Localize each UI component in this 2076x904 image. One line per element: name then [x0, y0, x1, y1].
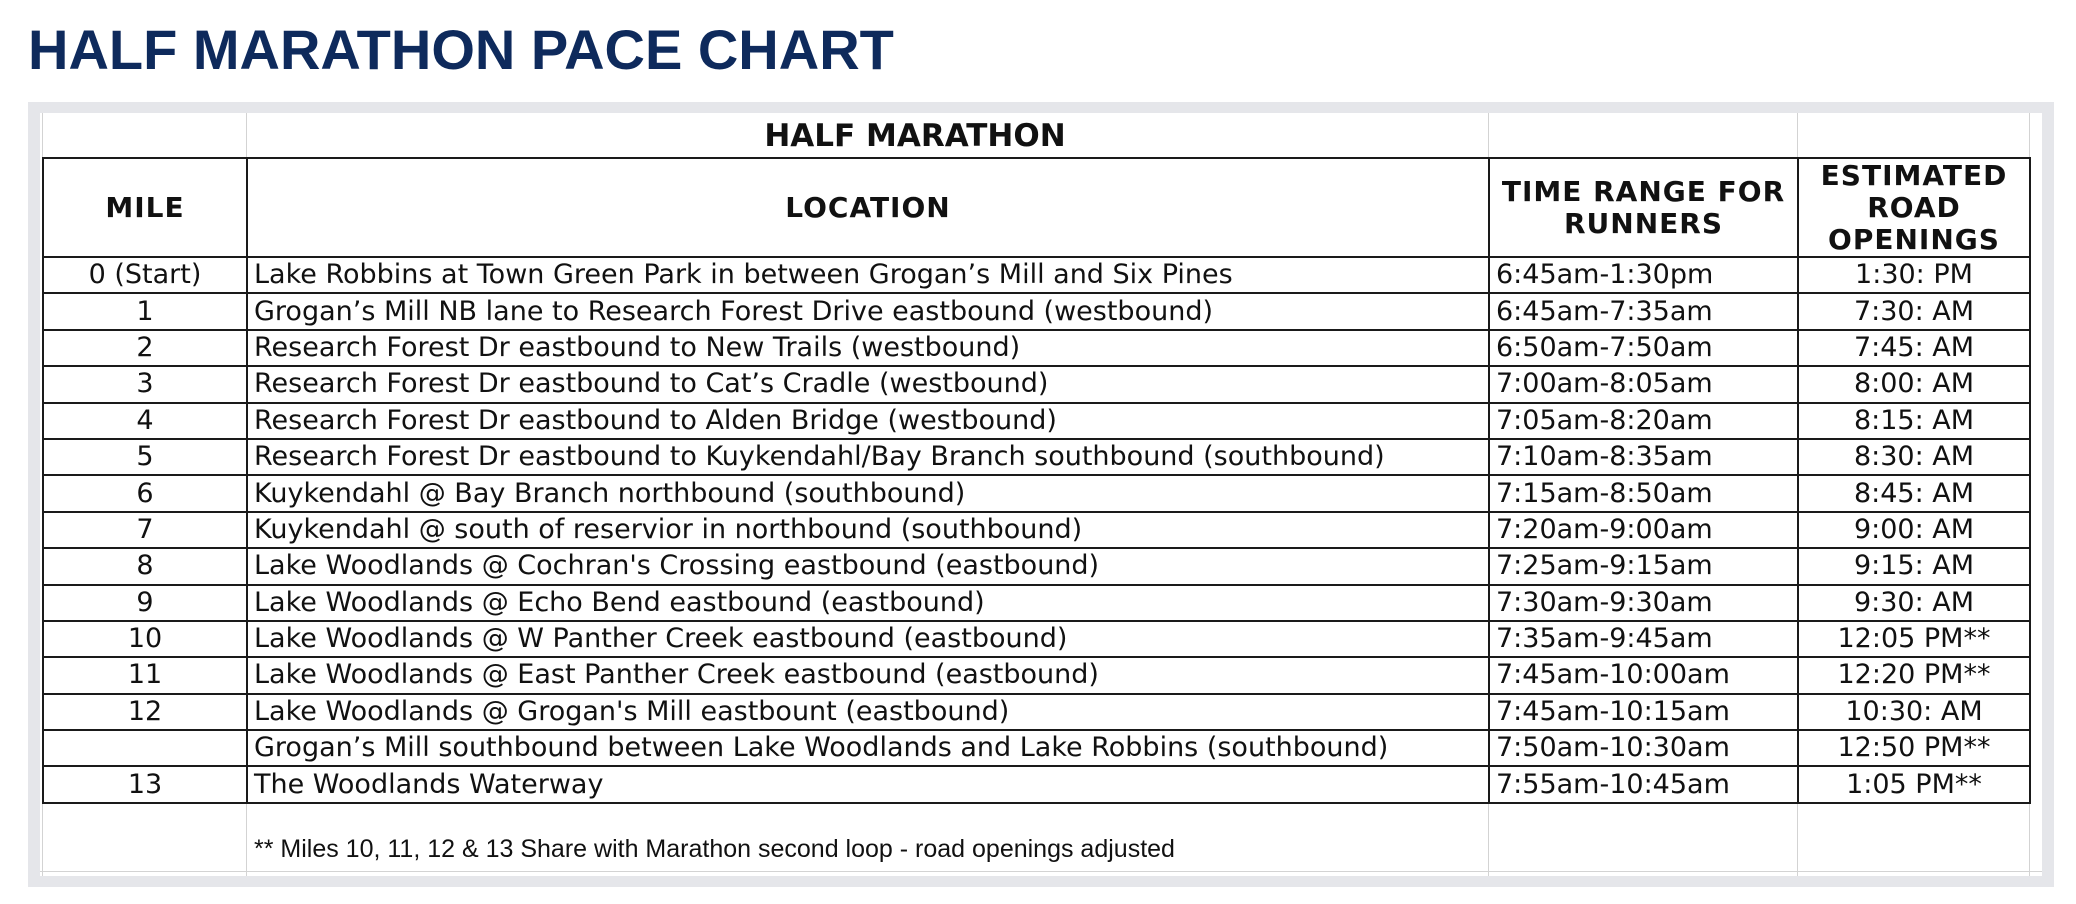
header-location: LOCATION [247, 158, 1489, 257]
road-opening-cell: 12:05 PM** [1798, 621, 2030, 657]
mile-cell: 3 [43, 366, 247, 402]
footnote: ** Miles 10, 11, 12 & 13 Share with Marathon second loop - road openings adjusted [254, 835, 1175, 863]
time-range-cell: 7:10am-8:35am [1489, 439, 1798, 475]
mile-cell: 0 (Start) [43, 257, 247, 293]
road-opening-cell: 7:45: AM [1798, 330, 2030, 366]
mile-cell: 2 [43, 330, 247, 366]
pace-table [42, 157, 2031, 804]
time-range-cell: 6:45am-1:30pm [1489, 257, 1798, 293]
road-opening-cell: 1:30: PM [1798, 257, 2030, 293]
time-range-cell: 7:05am-8:20am [1489, 403, 1798, 439]
table-row [43, 366, 2030, 402]
page-title: HALF MARATHON PACE CHART [28, 18, 894, 81]
table-row [43, 475, 2030, 511]
time-range-cell: 7:00am-8:05am [1489, 366, 1798, 402]
location-cell: Lake Woodlands @ Cochran's Crossing eastbound (eastbound) [247, 548, 1489, 584]
road-opening-cell: 12:50 PM** [1798, 730, 2030, 766]
location-cell: Lake Woodlands @ East Panther Creek eastbound (eastbound) [247, 657, 1489, 693]
road-opening-cell: 9:15: AM [1798, 548, 2030, 584]
location-cell: Lake Woodlands @ Echo Bend eastbound (eastbound) [247, 585, 1489, 621]
table-row [43, 439, 2030, 475]
time-range-cell: 7:20am-9:00am [1489, 512, 1798, 548]
table-row [43, 548, 2030, 584]
mile-cell: 7 [43, 512, 247, 548]
location-cell: Research Forest Dr eastbound to Kuykendahl/Bay Branch southbound (southbound) [247, 439, 1489, 475]
table-row [43, 257, 2030, 293]
mile-cell: 11 [43, 657, 247, 693]
location-cell: Grogan’s Mill southbound between Lake Woodlands and Lake Robbins (southbound) [247, 730, 1489, 766]
mile-cell: 10 [43, 621, 247, 657]
location-cell: Lake Woodlands @ W Panther Creek eastbound (eastbound) [247, 621, 1489, 657]
table-row [43, 621, 2030, 657]
road-opening-cell: 8:15: AM [1798, 403, 2030, 439]
table-row [43, 730, 2030, 766]
mile-cell: 5 [43, 439, 247, 475]
table-row [43, 293, 2030, 329]
road-opening-cell: 8:00: AM [1798, 366, 2030, 402]
mile-cell: 4 [43, 403, 247, 439]
time-range-cell: 7:55am-10:45am [1489, 766, 1798, 802]
table-title: HALF MARATHON [764, 118, 1066, 154]
location-cell: Lake Robbins at Town Green Park in between Grogan’s Mill and Six Pines [247, 257, 1489, 293]
table-row [43, 694, 2030, 730]
mile-cell: 8 [43, 548, 247, 584]
mile-cell [43, 730, 247, 766]
location-cell: Grogan’s Mill NB lane to Research Forest Drive eastbound (westbound) [247, 293, 1489, 329]
location-cell: Lake Woodlands @ Grogan's Mill eastbount (eastbound) [247, 694, 1489, 730]
time-range-cell: 6:50am-7:50am [1489, 330, 1798, 366]
time-range-cell: 6:45am-7:35am [1489, 293, 1798, 329]
mile-cell: 12 [43, 694, 247, 730]
location-cell: Research Forest Dr eastbound to Alden Bridge (westbound) [247, 403, 1489, 439]
road-opening-cell: 7:30: AM [1798, 293, 2030, 329]
mile-cell: 1 [43, 293, 247, 329]
time-range-cell: 7:15am-8:50am [1489, 475, 1798, 511]
location-cell: Kuykendahl @ Bay Branch northbound (southbound) [247, 475, 1489, 511]
time-range-cell: 7:45am-10:15am [1489, 694, 1798, 730]
table-header-row [43, 158, 2030, 257]
location-cell: The Woodlands Waterway [247, 766, 1489, 802]
gridline [40, 871, 2042, 872]
road-opening-cell: 9:30: AM [1798, 585, 2030, 621]
mile-cell: 9 [43, 585, 247, 621]
mile-cell: 6 [43, 475, 247, 511]
time-range-cell: 7:25am-9:15am [1489, 548, 1798, 584]
time-range-cell: 7:35am-9:45am [1489, 621, 1798, 657]
road-opening-cell: 12:20 PM** [1798, 657, 2030, 693]
header-time-range: TIME RANGE FOR RUNNERS [1489, 158, 1798, 257]
location-cell: Research Forest Dr eastbound to Cat’s Cradle (westbound) [247, 366, 1489, 402]
location-cell: Kuykendahl @ south of reservior in northbound (southbound) [247, 512, 1489, 548]
road-opening-cell: 8:30: AM [1798, 439, 2030, 475]
table-row [43, 657, 2030, 693]
location-cell: Research Forest Dr eastbound to New Trails (westbound) [247, 330, 1489, 366]
mile-cell: 13 [43, 766, 247, 802]
table-body [43, 257, 2030, 803]
table-row [43, 512, 2030, 548]
time-range-cell: 7:30am-9:30am [1489, 585, 1798, 621]
header-road-openings: ESTIMATED ROAD OPENINGS [1798, 158, 2030, 257]
table-row [43, 766, 2030, 802]
road-opening-cell: 8:45: AM [1798, 475, 2030, 511]
road-opening-cell: 9:00: AM [1798, 512, 2030, 548]
table-row [43, 330, 2030, 366]
road-opening-cell: 1:05 PM** [1798, 766, 2030, 802]
header-mile: MILE [43, 158, 247, 257]
time-range-cell: 7:50am-10:30am [1489, 730, 1798, 766]
table-row [43, 403, 2030, 439]
table-row [43, 585, 2030, 621]
time-range-cell: 7:45am-10:00am [1489, 657, 1798, 693]
road-opening-cell: 10:30: AM [1798, 694, 2030, 730]
